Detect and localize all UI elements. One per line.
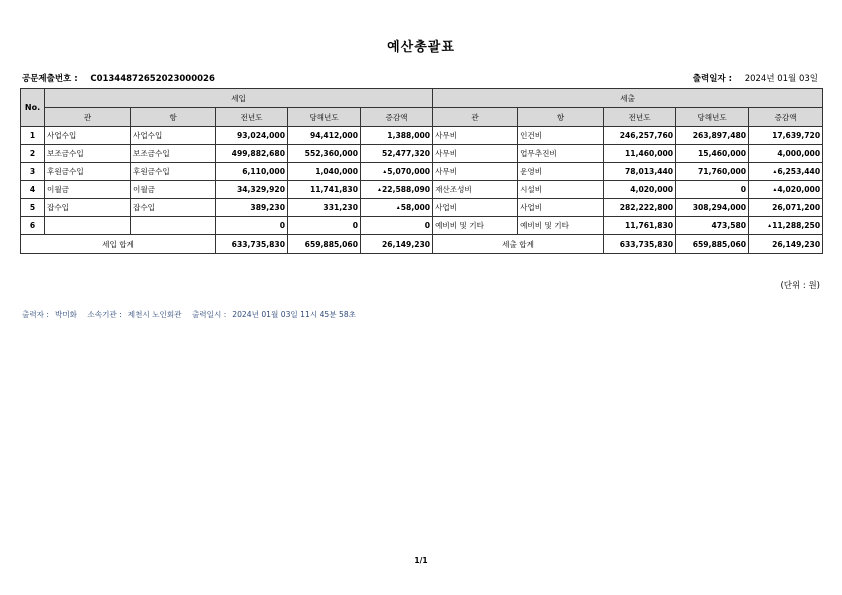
unit-label: (단위 : 원) xyxy=(780,281,820,291)
table-row xyxy=(21,217,823,235)
expense-curr: 473,580 xyxy=(676,217,749,235)
printer-label: 출력자 : xyxy=(22,310,49,319)
header-no: No. xyxy=(21,89,45,127)
income-gwan: 보조금수입 xyxy=(45,145,131,163)
org-name: 제천시 노인회관 xyxy=(127,310,182,319)
print-info xyxy=(22,309,364,320)
income-hang: 이월금 xyxy=(131,181,216,199)
income-total-change: 26,149,230 xyxy=(361,235,433,254)
income-hang xyxy=(131,217,216,235)
header-expense-hang: 항 xyxy=(518,108,604,127)
income-total-label: 세입 합계 xyxy=(21,235,216,254)
expense-change: ▴ 11,288,250 xyxy=(749,217,823,235)
expense-gwan: 재산조성비 xyxy=(433,181,518,199)
income-prev: 34,329,920 xyxy=(216,181,288,199)
expense-change: 26,071,200 xyxy=(749,199,823,217)
expense-curr: 15,460,000 xyxy=(676,145,749,163)
expense-hang: 운영비 xyxy=(518,163,604,181)
expense-hang: 업무추진비 xyxy=(518,145,604,163)
income-gwan: 후원금수입 xyxy=(45,163,131,181)
print-datetime-label: 출력일시 : xyxy=(191,310,227,319)
income-change: ▴ 22,588,090 xyxy=(361,181,433,199)
header-income: 세입 xyxy=(45,89,433,108)
table-row xyxy=(21,199,823,217)
income-total-curr: 659,885,060 xyxy=(288,235,361,254)
table-row xyxy=(21,127,823,145)
org-label: 소속기관 : xyxy=(87,310,122,319)
table-row xyxy=(21,163,823,181)
income-hang: 보조금수입 xyxy=(131,145,216,163)
expense-change: ▴ 4,020,000 xyxy=(749,181,823,199)
print-datetime: 2024년 01월 03일 11시 45분 58초 xyxy=(232,310,356,319)
row-no: 6 xyxy=(21,217,45,235)
expense-total-label: 세출 합계 xyxy=(433,235,604,254)
income-prev: 6,110,000 xyxy=(216,163,288,181)
document-number xyxy=(22,72,215,84)
expense-curr: 0 xyxy=(676,181,749,199)
income-change: 0 xyxy=(361,217,433,235)
income-prev: 389,230 xyxy=(216,199,288,217)
income-hang: 잡수입 xyxy=(131,199,216,217)
expense-hang: 사업비 xyxy=(518,199,604,217)
income-hang: 후원금수입 xyxy=(131,163,216,181)
header-income-curr: 당해년도 xyxy=(288,108,361,127)
expense-prev: 4,020,000 xyxy=(604,181,676,199)
row-no: 2 xyxy=(21,145,45,163)
expense-prev: 78,013,440 xyxy=(604,163,676,181)
income-total-prev: 633,735,830 xyxy=(216,235,288,254)
row-no: 5 xyxy=(21,199,45,217)
income-prev: 0 xyxy=(216,217,288,235)
header-expense: 세출 xyxy=(433,89,823,108)
header-income-prev: 전년도 xyxy=(216,108,288,127)
expense-change: 4,000,000 xyxy=(749,145,823,163)
printer-name: 박미화 xyxy=(54,310,77,319)
expense-hang: 시설비 xyxy=(518,181,604,199)
expense-curr: 263,897,480 xyxy=(676,127,749,145)
income-prev: 93,024,000 xyxy=(216,127,288,145)
expense-gwan: 사무비 xyxy=(433,163,518,181)
expense-prev: 11,460,000 xyxy=(604,145,676,163)
income-change: 52,477,320 xyxy=(361,145,433,163)
page-number: 1/1 xyxy=(414,556,428,565)
header-income-hang: 항 xyxy=(131,108,216,127)
expense-gwan: 예비비 및 기타 xyxy=(433,217,518,235)
expense-gwan: 사무비 xyxy=(433,145,518,163)
income-change: ▴ 58,000 xyxy=(361,199,433,217)
header-income-gwan: 관 xyxy=(45,108,131,127)
expense-total-change: 26,149,230 xyxy=(749,235,823,254)
income-change: 1,388,000 xyxy=(361,127,433,145)
totals-row xyxy=(21,235,823,254)
income-gwan xyxy=(45,217,131,235)
expense-change: ▴ 6,253,440 xyxy=(749,163,823,181)
header-expense-change: 증감액 xyxy=(749,108,823,127)
expense-hang: 인건비 xyxy=(518,127,604,145)
income-gwan: 잡수입 xyxy=(45,199,131,217)
document-number-value: C01344872652023000026 xyxy=(90,74,215,84)
expense-gwan: 사무비 xyxy=(433,127,518,145)
print-date xyxy=(693,72,818,84)
expense-curr: 71,760,000 xyxy=(676,163,749,181)
expense-gwan: 사업비 xyxy=(433,199,518,217)
income-curr: 1,040,000 xyxy=(288,163,361,181)
budget-summary-table xyxy=(20,88,823,254)
row-no: 1 xyxy=(21,127,45,145)
print-date-label: 출력일자 : xyxy=(692,74,732,84)
income-prev: 499,882,680 xyxy=(216,145,288,163)
expense-curr: 308,294,000 xyxy=(676,199,749,217)
expense-prev: 11,761,830 xyxy=(604,217,676,235)
income-gwan: 이월금 xyxy=(45,181,131,199)
header-expense-gwan: 관 xyxy=(433,108,518,127)
income-change: ▴ 5,070,000 xyxy=(361,163,433,181)
expense-prev: 246,257,760 xyxy=(604,127,676,145)
expense-hang: 예비비 및 기타 xyxy=(518,217,604,235)
income-curr: 0 xyxy=(288,217,361,235)
header-income-change: 증감액 xyxy=(361,108,433,127)
document-number-label: 공문제출번호 : xyxy=(22,74,78,84)
expense-total-curr: 659,885,060 xyxy=(676,235,749,254)
row-no: 3 xyxy=(21,163,45,181)
income-curr: 331,230 xyxy=(288,199,361,217)
print-date-value: 2024년 01월 03일 xyxy=(744,74,818,84)
page-title: 예산총괄표 xyxy=(387,40,455,55)
expense-prev: 282,222,800 xyxy=(604,199,676,217)
header-expense-prev: 전년도 xyxy=(604,108,676,127)
income-curr: 94,412,000 xyxy=(288,127,361,145)
header-expense-curr: 당해년도 xyxy=(676,108,749,127)
expense-total-prev: 633,735,830 xyxy=(604,235,676,254)
table-row xyxy=(21,181,823,199)
income-hang: 사업수입 xyxy=(131,127,216,145)
income-curr: 11,741,830 xyxy=(288,181,361,199)
income-curr: 552,360,000 xyxy=(288,145,361,163)
expense-change: 17,639,720 xyxy=(749,127,823,145)
row-no: 4 xyxy=(21,181,45,199)
income-gwan: 사업수입 xyxy=(45,127,131,145)
table-row xyxy=(21,145,823,163)
